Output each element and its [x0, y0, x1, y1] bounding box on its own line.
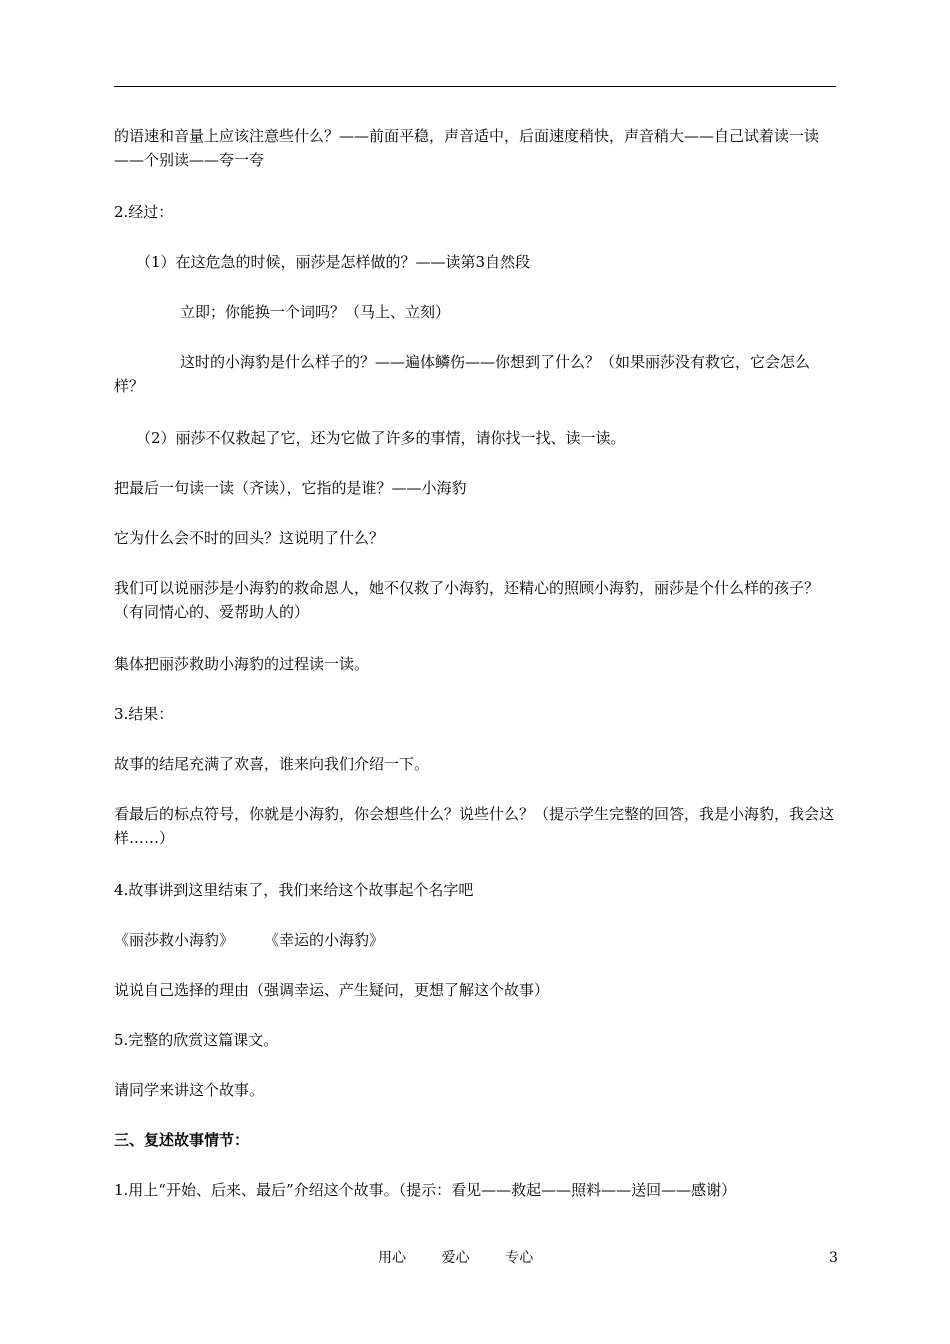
- footer-motto-2: 爱心: [441, 1250, 470, 1266]
- title-options: [114, 928, 838, 952]
- paragraph-reading-tips: 的语速和音量上应该注意些什么？——前面平稳，声音适中，后面速度稍快，声音稍大——自己试着读一读——个别读——夸一夸: [114, 127, 820, 169]
- footer-motto-1: 用心: [378, 1250, 406, 1266]
- section-heading-result: 3.结果：: [114, 705, 174, 723]
- choice-reason: 说说自己选择的理由（强调幸运、产生疑问，更想了解这个故事）: [114, 981, 550, 999]
- section-heading-process: 2.经过：: [114, 203, 174, 221]
- group-reading: 集体把丽莎救助小海豹的过程读一读。: [114, 655, 370, 673]
- naming-story: 4.故事讲到这里结束了，我们来给这个故事起个名字吧: [114, 881, 474, 899]
- ending-intro: 故事的结尾充满了欢喜，谁来向我们介绍一下。: [114, 755, 430, 773]
- seal-condition-question: 这时的小海豹是什么样子的？——遍体鳞伤——你想到了什么？（如果丽莎没有救它，它会怎么样？: [114, 353, 811, 395]
- page-number: 3: [829, 1250, 838, 1266]
- header-rule: [114, 86, 836, 87]
- retell-instruction: 1.用上“开始、后来、最后”介绍这个故事。（提示：看见——救起——照料——送回——感谢）: [114, 1181, 737, 1199]
- appreciate-text: 5.完整的欣赏这篇课文。: [114, 1031, 279, 1049]
- question-1: （1）在这危急的时候，丽莎是怎样做的？——读第3自然段: [136, 253, 531, 271]
- footer-motto-3: 专心: [505, 1250, 534, 1266]
- lisa-character-question: 我们可以说丽莎是小海豹的救命恩人，她不仅救了小海豹，还精心的照顾小海豹，丽莎是个什么样的孩子？（有同情心的、爱帮助人的）: [114, 579, 820, 621]
- document-body: [114, 124, 838, 1228]
- read-last-sentence: 把最后一句读一读（齐读），它指的是谁？——小海豹: [114, 479, 467, 497]
- section-heading-retell: 三、复述故事情节：: [114, 1131, 250, 1149]
- title-option-2: 《幸运的小海豹》: [264, 931, 385, 949]
- footer-motto: [378, 1249, 533, 1267]
- synonym-question: 立即；你能换一个词吗？（马上、立刻）: [180, 303, 451, 321]
- title-option-1: 《丽莎救小海豹》: [114, 931, 235, 949]
- look-back-question: 它为什么会不时的回头？这说明了什么？: [114, 529, 385, 547]
- retell-story: 请同学来讲这个故事。: [114, 1081, 265, 1099]
- punctuation-prompt: 看最后的标点符号，你就是小海豹，你会想些什么？说些什么？（提示学生完整的回答，我是小海豹，我会这样……）: [114, 805, 835, 847]
- question-2: （2）丽莎不仅救起了它，还为它做了许多的事情，请你找一找、读一读。: [136, 429, 626, 447]
